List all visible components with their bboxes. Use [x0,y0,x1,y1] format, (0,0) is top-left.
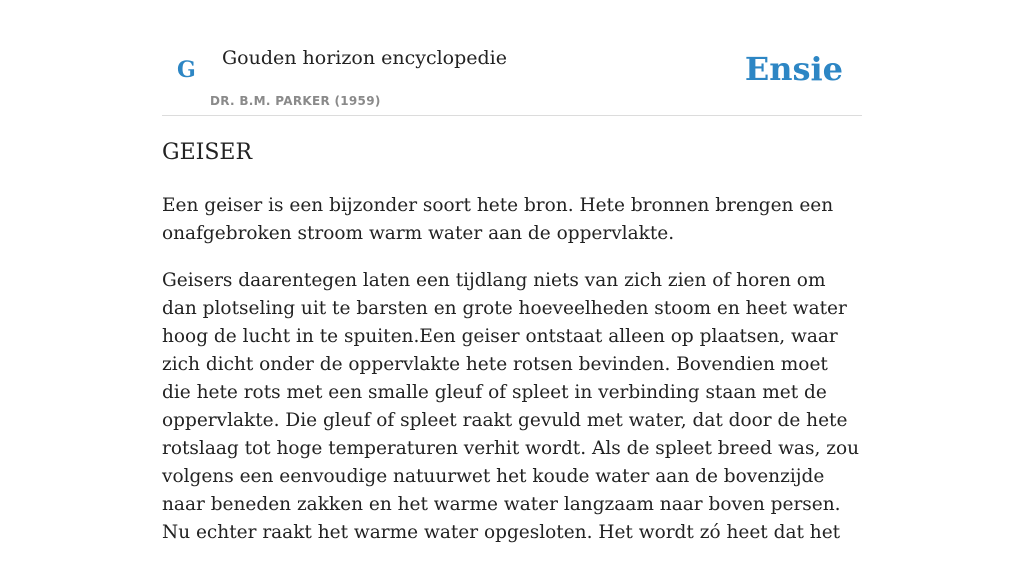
article-body [162,192,862,566]
article-paragraph: Een geiser is een bijzonder soort hete bron. Hete bronnen brengen een onafgebroken stroom warm water aan de oppervlakte. [162,195,834,244]
article-paragraph: Geisers daarentegen laten een tijdlang niets van zich zien of horen om dan plotseling uit te barsten en grote hoeveelheden stoom en heet water hoog de lucht in te spuiten.Een geiser ontstaat alleen op plaatsen, waar zich dicht onder de oppervlakte hete rotsen bevinden. Bovendien moet die hete rots met een smalle gleuf of spleet in verbinding staan met de oppervlakte. Die gleuf of spleet raakt gevuld met water, dat door de hete rotslaag tot hoge temperaturen verhit wordt. Als de spleet breed was, zou volgens een eenvoudige natuurwet het koude water aan de bovenzijde naar beneden zakken en het warme water langzaam naar boven persen. Nu echter raakt het warme water opgesloten. Het wordt zó heet dat het [162,270,860,543]
ensie-logo-link[interactable]: Ensie [744,50,843,88]
source-title[interactable]: Gouden horizon encyclopedie [222,47,507,69]
source-logo[interactable]: G [177,57,196,83]
source-author: DR. B.M. PARKER (1959) [210,94,381,108]
article-title: GEISER [162,140,253,165]
source-header [162,40,862,116]
